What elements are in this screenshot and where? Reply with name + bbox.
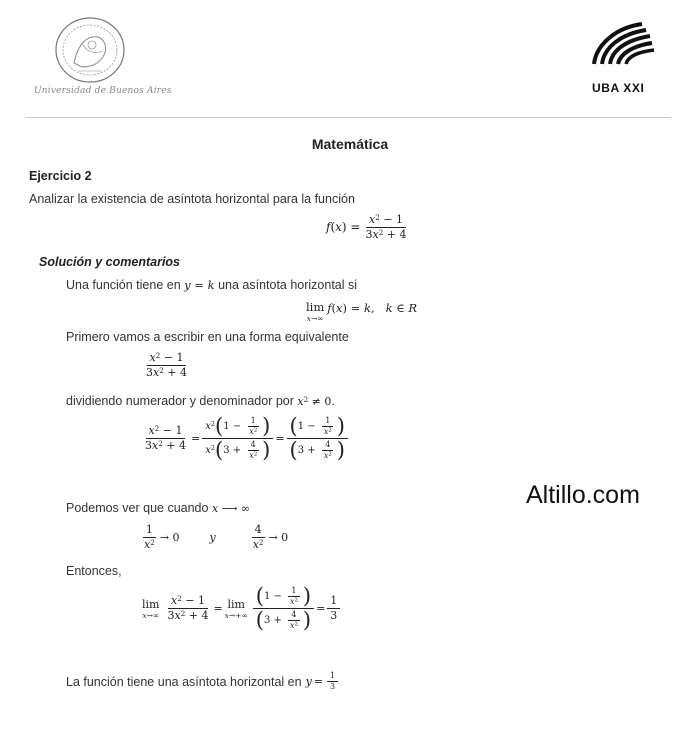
exercise-statement: Analizar la existencia de asíntota horizontal para la función [29, 192, 355, 206]
university-name: Universidad de Buenos Aires [34, 86, 172, 96]
rewrite-text: Primero vamos a escribir en una forma equivalente [66, 330, 349, 344]
limits-to-zero: $\frac{1}{x^2}$ → 0 y $\frac{4}{x^2}$ → 0 [144, 523, 289, 551]
limit-definition: lim x→∞ f(x) = k, k ∈ R [306, 300, 418, 323]
brand-label: UBA XXI [592, 81, 645, 95]
university-seal [52, 15, 128, 90]
definition-text-tail: una asíntota horizontal si [218, 278, 358, 292]
asymptote-definition: Una función tiene en y = k una asíntota horizontal si [66, 278, 358, 292]
function-definition: f(x) = $\frac{x^2 - 1}{3x^2 + 4}$ [326, 212, 407, 241]
limit-approach-text: Podemos ver que cuando x ⟶ ∞ [66, 501, 251, 515]
header-divider [26, 117, 671, 118]
limit-result: lim x→∞ $\frac{x^2 - 1}{3x^2 + 4}$ = lim x→+∞ (1 − $\frac{1}{x^2}$ ) (3 + $\frac{4}{x^2}$ ) = $\frac{1}{3}$ [142, 586, 342, 631]
watermark: Altillo.com [526, 481, 640, 509]
divide-text-label: dividiendo numerador y denominador por [66, 394, 294, 408]
seal-image [52, 15, 128, 85]
solution-heading: Solución y comentarios [39, 255, 181, 269]
stripes-logo-icon [586, 20, 656, 76]
page-title: Matemática [311, 136, 389, 152]
conclusion-label: La función tiene una asíntota horizontal en [66, 674, 302, 689]
definition-text: Una función tiene en [66, 278, 181, 292]
fraction-original: $\frac{x^2 - 1}{3x^2 + 4}$ [146, 350, 187, 379]
divide-text: dividiendo numerador y denominador por $x^2 \ne 0$. [66, 394, 335, 408]
uba-xxi-logo [586, 20, 656, 81]
fraction-transformation: $\frac{x^2 - 1}{3x^2 + 4}$ = $x^2(1$ − $\frac{1}{x^2}$ ) $x^2(3$ + $\frac{4}{x^2}$ ) = (1 − $\frac{1}{x^2}$ ) (3 + $\frac{4}{x^2}$ ) [140, 416, 350, 461]
exercise-heading: Ejercicio 2 [29, 169, 92, 183]
limit-approach-label: Podemos ver que cuando [66, 501, 209, 515]
conclusion-text: La función tiene una asíntota horizontal en y = $\frac{1}{3}$ [66, 672, 340, 692]
connector-y: y [209, 530, 216, 544]
then-text: Entonces, [66, 564, 122, 578]
